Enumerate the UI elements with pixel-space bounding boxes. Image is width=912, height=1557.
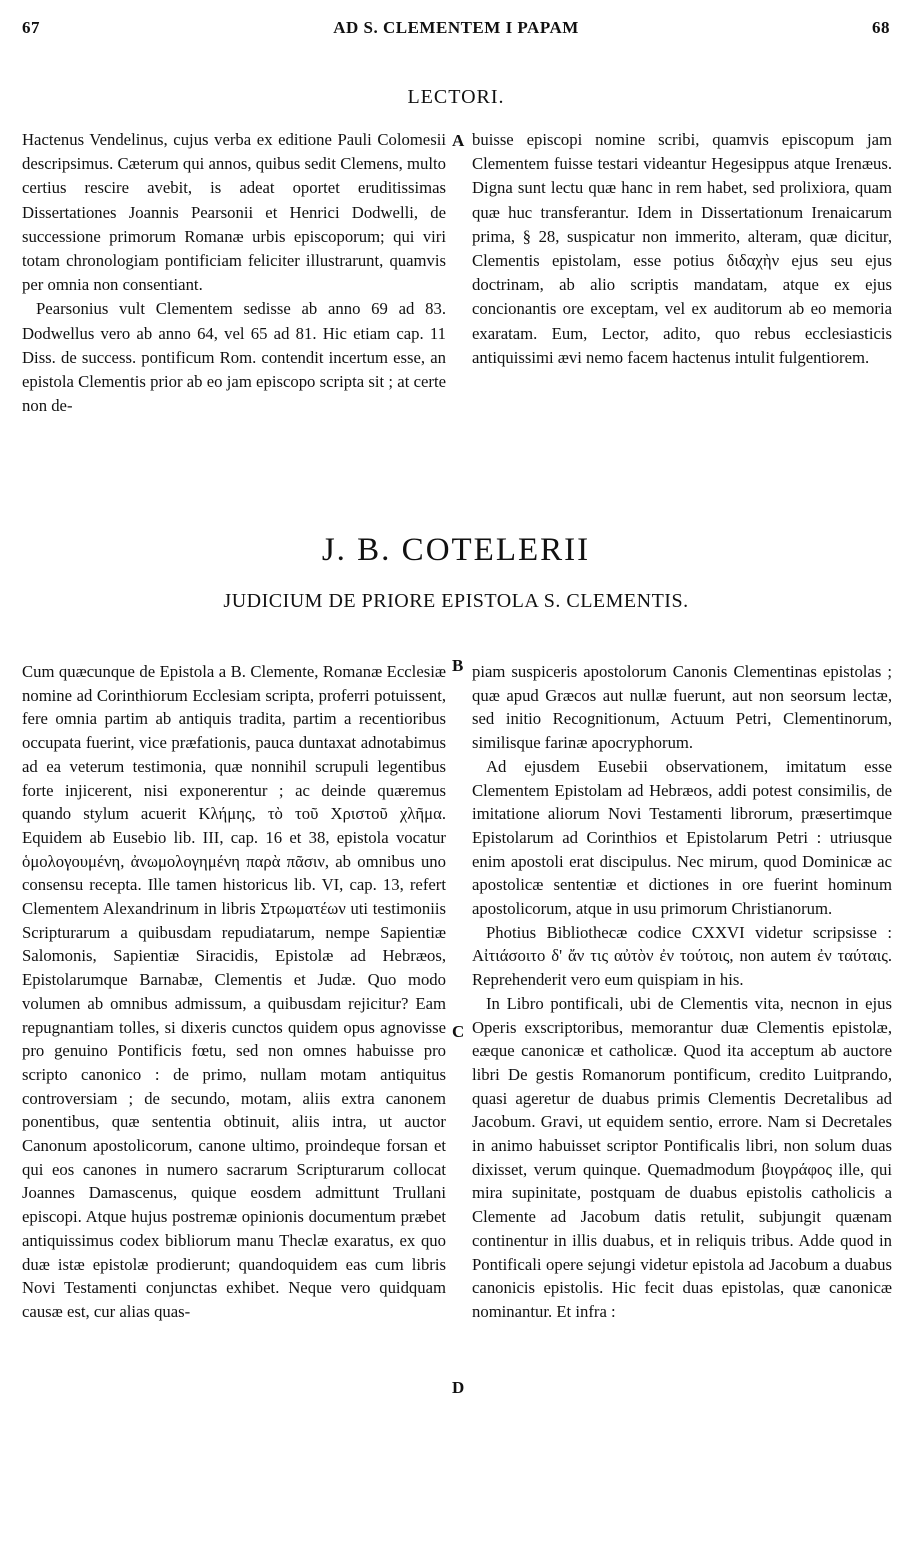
cotelerii-subtitle: JUDICIUM DE PRIORE EPISTOLA S. CLEMENTIS. xyxy=(223,590,689,612)
margin-letter-a: A xyxy=(452,131,465,150)
page-number-left: 67 xyxy=(22,18,40,37)
lectori-left-paragraph-1: Hactenus Vendelinus, cujus verba ex editione Pauli Colomesii descripsimus. Cæterum qui annos, quibus sedit Clemens, multo certius rescire avebit, is adeat oportet eruditissimas Dissertationes Joannis Pearsonii et Henrici Dodwelli, de successione primorum Romanæ urbis episcoporum; qui viri totam chronologiam pontificiam feliciter illustrarunt, quamvis per omnia non consentiant. xyxy=(22,130,446,295)
lectori-heading: LECTORI. xyxy=(407,86,505,108)
lectori-right-column xyxy=(472,128,892,370)
lectori-right-paragraph-1: buisse episcopi nomine scribi, quamvis episcopum jam Clementem fuisse testari videantur Hegesippus atque Irenæus. Digna sunt lectu quæ hanc in rem habet, sed prolixiora, quam quæ huc transferantur. Idem in Dissertationum Irenaicarum prima, § 28, suspicatur non immerito, alteram, quæ dicitur, Clementis epistolam, esse potius διδαχὴν ejus seu ejus doctrinam, ab alio scriptis mandatam, atque ex ejus concionantis ore exceptam, vel ex auditorum ab eo memoria exaratam. Eum, Lector, adito, quo rebus ecclesiasticis antiquissimi ævi nemo facem hactenus intulit fulgentiorem. xyxy=(472,130,892,367)
margin-letter-c: C xyxy=(452,1022,465,1041)
cotelerii-right-paragraph-2: Ad ejusdem Eusebii observationem, imitatum esse Clementem Epistolam ad Hebræos, addi potest consimilis, de imitatione aliorum Novi Testamenti librorum, præsertimque Epistolarum ad Corinthios et Epistolarum Petri : utriusque enim apostoli erat discipulus. Nec mirum, quod Dominicæ ac apostolicæ sententiæ et dictiones in ore fuerint hominum apostolicorum, atque in usu primorum Christianorum. xyxy=(472,756,892,919)
cotelerii-right-column xyxy=(472,660,892,1324)
cotelerii-left-paragraph-1: Cum quæcunque de Epistola a B. Clemente, Romanæ Ecclesiæ nomine ad Corinthiorum Ecclesiam scripta, proferri potuissent, fere omnia partim ab antiquis tradita, partim a recentioribus occupata fuerint, vice præfationis, pauca duntaxat adnotabimus ad ea veterum testimonia, quæ nonnihil scrupuli legentibus forte injicerent, nisi exponerentur ; ac deinde quæremus quando stylum acuerit Κλήμης, τὸ τοῦ Χριστοῦ χλῆμα. Equidem ab Eusebio lib. III, cap. 16 et 38, epistola vocatur ὁμολογουμένη, ἀνωμολογημένη παρὰ πᾶσιν, ab omnibus uno consensu recepta. Ille tamen historicus lib. VI, cap. 13, refert Clementem Alexandrinum in libris Στρωματέων uti testimoniis Scripturarum a quibusdam repudiatarum, nempe Sapientiæ Salomonis, Sapientiæ Siracidis, Epistolæ ad Hebræos, Epistolarumque Barnabæ, Clementis et Judæ. Quo modo volumen ab omnibus admissum, a quibusdam rejicitur? Eam repugnantiam tolles, si dixeris cunctos quidem opus agnovisse pro genuino Pontificis fœtu, sed non omnes habuisse pro scripto canonico : de primo, nullam motam antiquitus controversiam ; de secundo, motam, aliis extra canonem ponentibus, quæ sententia obtinuit, aliis intra, ut auctor Canonum apostolicorum, canone ultimo, proindeque forsan et qui eos canones in numero sacrarum Scripturarum collocat Joannes Damascenus, quique eosdem admittunt Trullani episcopi. Atque hujus postremæ opinionis documentum præbet antiquissimus codex bibliorum manu Theclæ exaratus, ex quo duæ istæ epistolæ prodierunt; quandoquidem eas cum libris Novi Testamenti conjunctas exhibet. Neque vero quidquam causæ est, cur alias quas- xyxy=(22,662,446,1321)
lectori-left-paragraph-2: Pearsonius vult Clementem sedisse ab anno 69 ad 83. Dodwellus vero ab anno 64, vel 65 ad 81. Hic etiam cap. 11 Diss. de success. pontificum Rom. contendit incertum esse, an epistola Clementis prior ab eo jam episcopo scripta sit ; at certe non de- xyxy=(22,299,446,416)
cotelerii-left-column xyxy=(22,660,446,1324)
running-header xyxy=(22,18,890,46)
margin-letter-d: D xyxy=(452,1378,465,1397)
cotelerii-right-paragraph-4: In Libro pontificali, ubi de Clementis vita, necnon in ejus Operis exscriptoribus, memorantur duæ Clementis epistolæ, eæque canonicæ et catholicæ. Quod ita acceptum ab auctore libri De gestis Romanorum pontificum, credito Luitprando, quasi ageretur de duabus primis Clementis Decretalibus ad Jacobum. Gravi, ut equidem sentio, errore. Nam si Decretales in animo habuisset scriptor Pontificalis libri, non solum duas dixisset, verum quinque. Quemadmodum βιογράφος ille, qui mira supinitate, postquam de duabus epistolis catholicis a Clemente ad Jacobum datis retulit, subjungit quænam continentur in illis duabus, et in reliquis tribus. Adde quod in Pontificali opere sejungi videtur epistola ad Jacobum a duabus canonicis epistolis. Hic fecit duas epistolas, quæ canonicæ nominantur. Et infra : xyxy=(472,993,892,1321)
margin-letter-b: B xyxy=(452,656,464,675)
cotelerii-right-paragraph-3: Photius Bibliothecæ codice CXXVI videtur scripsisse : Αἰτιάσοιτο δ' ἄν τις αὐτὸν ἐν τούτοις, non autem ἐν ταύταις. Reprehenderit vero eum quispiam in his. xyxy=(472,922,892,990)
running-title: AD S. CLEMENTEM I PAPAM xyxy=(333,18,579,37)
page-number-right: 68 xyxy=(872,18,890,37)
lectori-left-column xyxy=(22,128,446,418)
cotelerii-title: J. B. COTELERII xyxy=(321,532,591,568)
cotelerii-right-paragraph-1: piam suspiceris apostolorum Canonis Clementinas epistolas ; quæ apud Græcos aut nullæ fuerunt, aut non seorsum lectæ, sed initio Recognitionum, Actuum Petri, Clementinorum, similisque farinæ apocryphorum. xyxy=(472,662,892,753)
